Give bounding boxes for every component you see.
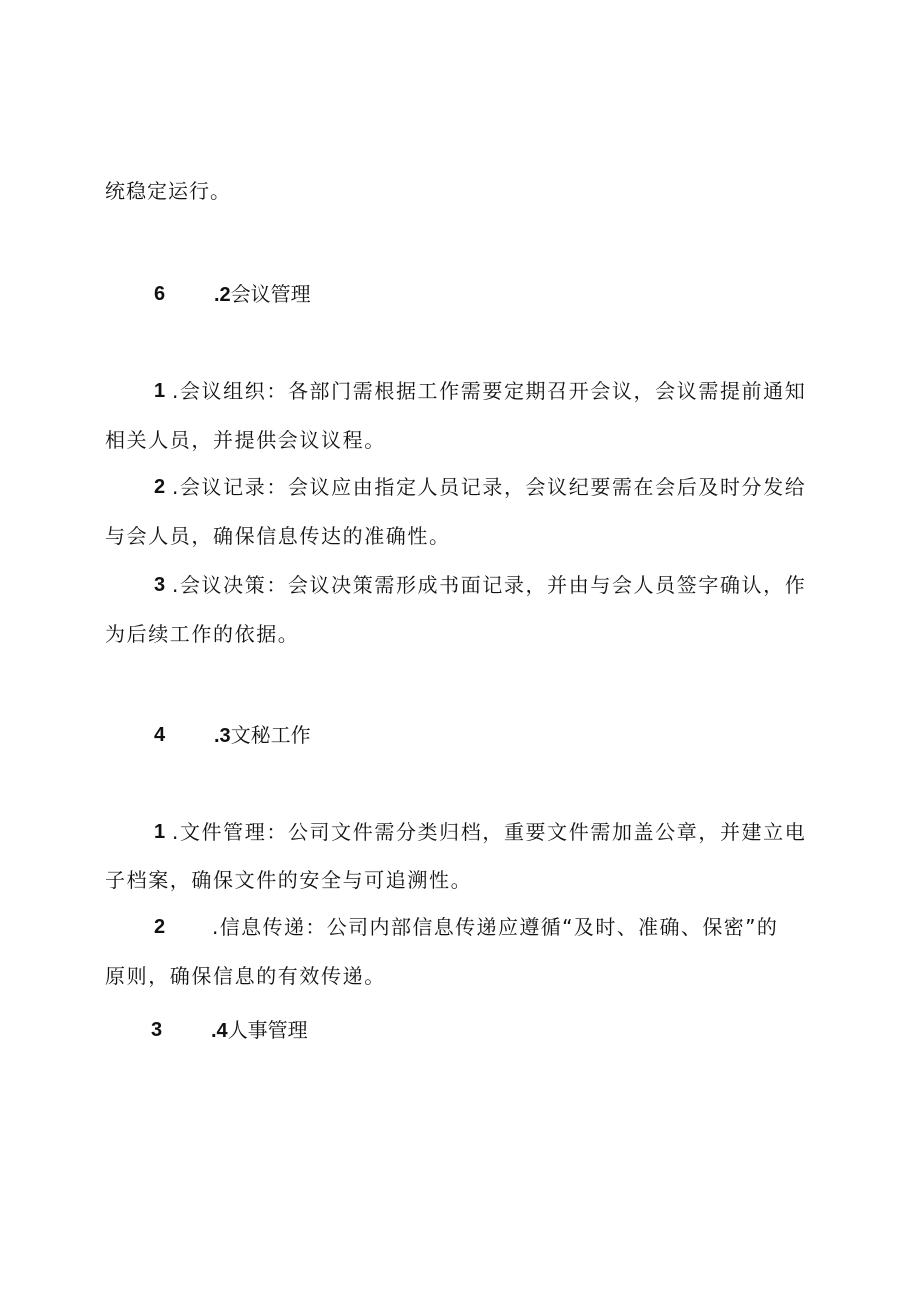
section-3-4-title: 人事管理 <box>227 1018 308 1042</box>
secretarial-item-1-line-2: 子档案，确保文件的安全与可追溯性。 <box>105 868 473 892</box>
secretarial-item-1-number: 1 <box>154 821 166 843</box>
meeting-item-3-number: 3 <box>154 574 166 596</box>
secretarial-item-2-line-2: 原则，确保信息的有效传递。 <box>105 964 386 988</box>
secretarial-item-1-line-1: .文件管理：公司文件需分类归档，重要文件需加盖公章，并建立电 <box>172 820 807 844</box>
section-4-3-heading <box>214 722 311 749</box>
secretarial-item-2-number: 2 <box>154 916 166 938</box>
meeting-item-3-line-2: 为后续工作的依据。 <box>105 622 300 646</box>
meeting-item-2-number: 2 <box>154 476 166 498</box>
section-4-3-subnumber: .3 <box>214 725 231 747</box>
secretarial-item-2-line-1: .信息传递：公司内部信息传递应遵循“及时、准确、保密”的 <box>212 915 779 939</box>
section-3-4-number: 3 <box>151 1019 163 1041</box>
meeting-item-1-line-2: 相关人员，并提供会议议程。 <box>105 428 386 452</box>
meeting-item-1-line-1: .会议组织：各部门需根据工作需要定期召开会议，会议需提前通知 <box>172 379 807 403</box>
meeting-item-2-line-1: .会议记录：会议应由指定人员记录，会议纪要需在会后及时分发给 <box>172 475 807 499</box>
section-6-2-subnumber: .2 <box>214 284 231 306</box>
section-6-2-title: 会议管理 <box>230 282 311 306</box>
section-6-2-heading <box>214 281 311 308</box>
section-4-3-title: 文秘工作 <box>230 723 311 747</box>
intro-line: 统稳定运行。 <box>105 179 231 203</box>
section-6-2-number: 6 <box>154 283 166 305</box>
meeting-item-3-line-1: .会议决策：会议决策需形成书面记录，并由与会人员签字确认，作 <box>172 573 807 597</box>
section-3-4-heading <box>211 1017 308 1044</box>
meeting-item-2-line-2: 与会人员，确保信息传达的准确性。 <box>105 524 451 548</box>
section-4-3-number: 4 <box>154 724 166 746</box>
meeting-item-1-number: 1 <box>154 380 166 402</box>
section-3-4-subnumber: .4 <box>211 1020 228 1042</box>
